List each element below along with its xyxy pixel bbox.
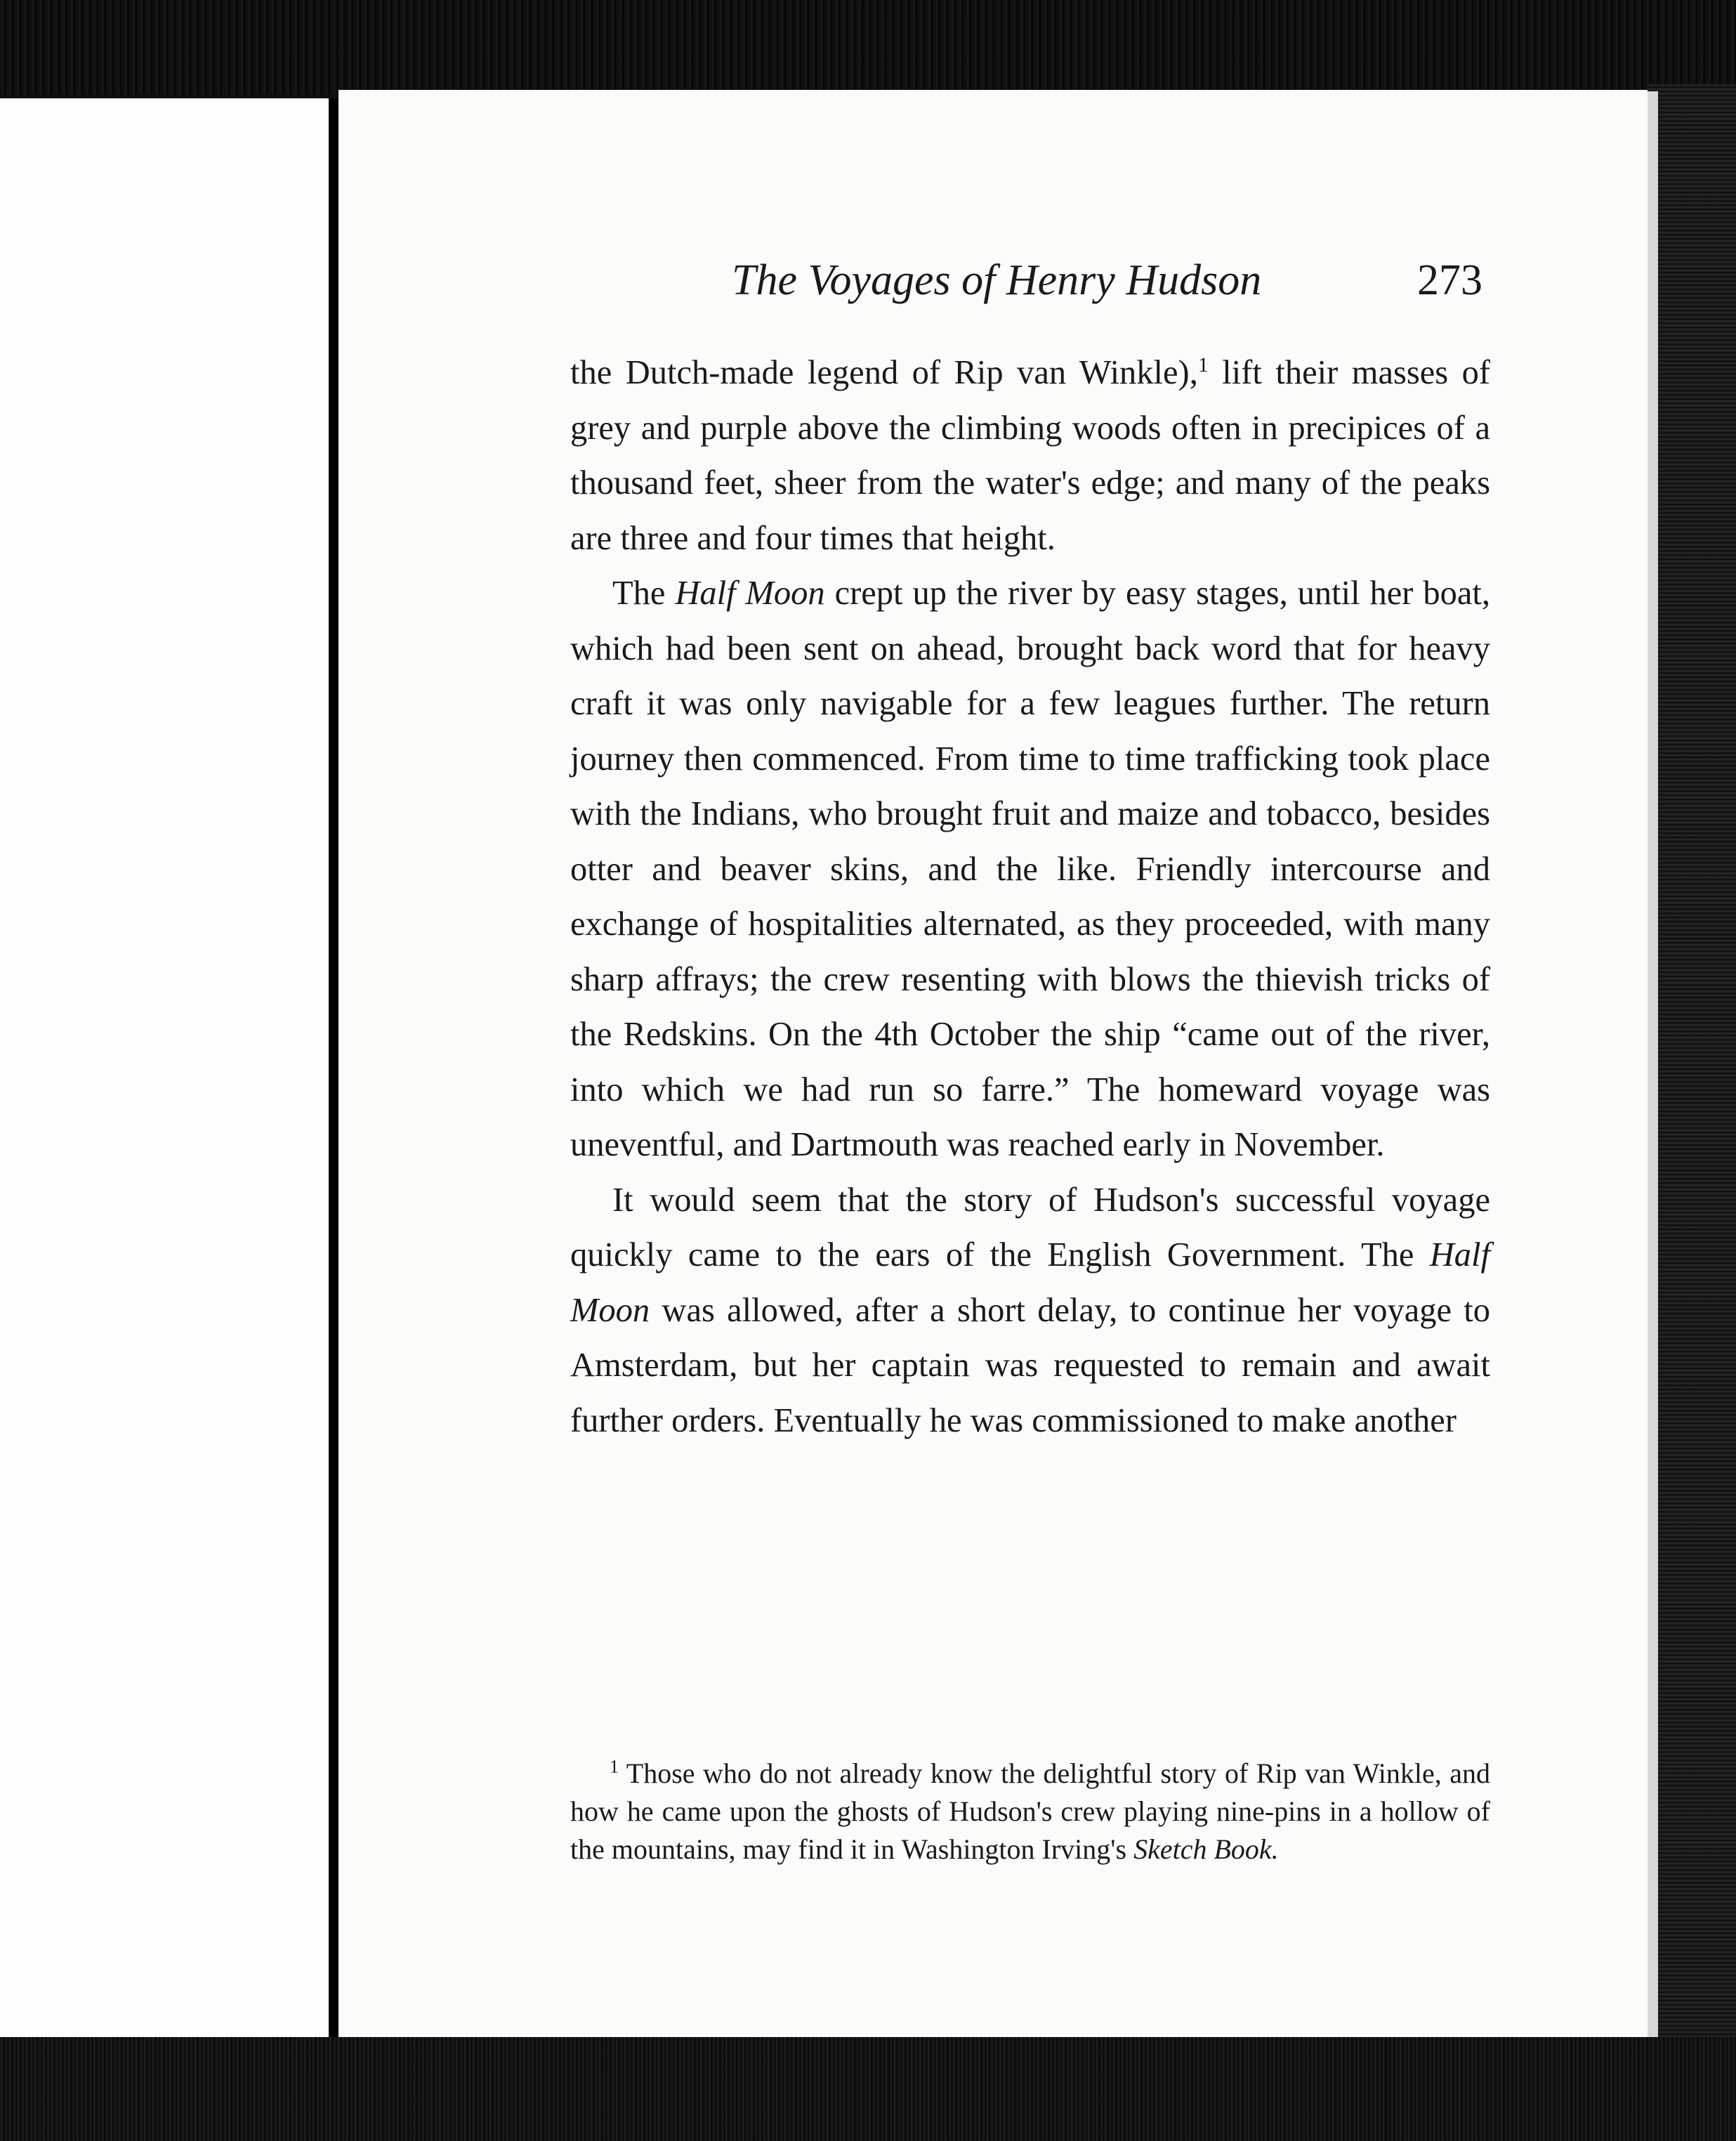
ship-name: Half Moon — [675, 575, 825, 612]
paragraph-1 — [570, 346, 1490, 566]
paragraph-1-start: the Dutch-made legend of Rip van Winkle), — [570, 354, 1198, 391]
paragraph-2-rest: crept up the river by easy stages, until her boat, which had been sent on ahead, brought back word that for heavy craft it was only navigable for a few leagues further. The return journey then commenced. From time to time trafficking took place with the Indians, who brought fruit and maize and tobacco, besides otter and beaver skins, and the like. Friendly intercourse and exchange of hospitalities alternated, as they proceeded, with many sharp affrays; the crew resenting with blows the thievish tricks of the Redskins. On the 4th October the ship “came out of the river, into which we had run so farre.” The homeward voyage was uneventful, and Dartmouth was reached early in November. — [570, 575, 1490, 1163]
right-page — [338, 90, 1648, 2037]
paragraph-2-start: The — [612, 575, 676, 612]
book-gutter — [329, 98, 338, 2037]
paragraph-3-rest: was allowed, after a short delay, to continue her voyage to Amsterdam, but her captain was requested to remain and await further orders. Eventually he was commissioned to make another — [570, 1291, 1490, 1439]
footnote-reference: 1 — [1197, 353, 1209, 377]
left-blank-page — [0, 98, 330, 2037]
ship-name: Half Moon — [570, 1236, 1490, 1329]
book-title: Sketch Book. — [1133, 1833, 1279, 1865]
scan-bottom-border — [0, 2037, 1736, 2141]
scan-top-border — [0, 0, 1736, 95]
paragraph-1-rest: lift their masses of grey and purple above the climbing woods often in precipices of a thousand feet, sheer from the water's edge; and many of the peaks are three and four times that height. — [570, 354, 1490, 557]
footnote-body: Those who do not already know the delightful story of Rip van Winkle, and how he came upon the ghosts of Hudson's crew playing nine-pins in a hollow of the mountains, may find it in Washington Irving's — [570, 1757, 1490, 1865]
book-right-edge — [1647, 84, 1736, 2051]
page-edge-highlight — [1647, 91, 1658, 2044]
footnote — [570, 1755, 1490, 1868]
page-number: 273 — [1417, 256, 1482, 304]
paragraph-3-start: It would seem that the story of Hudson's successful voyage quickly came to the ears of the English Government. The — [570, 1181, 1490, 1274]
running-title: The Voyages of Henry Hudson — [732, 256, 1262, 304]
paragraph-2 — [570, 566, 1490, 1173]
body-text — [570, 346, 1490, 1448]
footnote-mark: 1 — [610, 1756, 619, 1777]
paragraph-3 — [570, 1173, 1490, 1449]
footnote-text — [570, 1755, 1490, 1868]
